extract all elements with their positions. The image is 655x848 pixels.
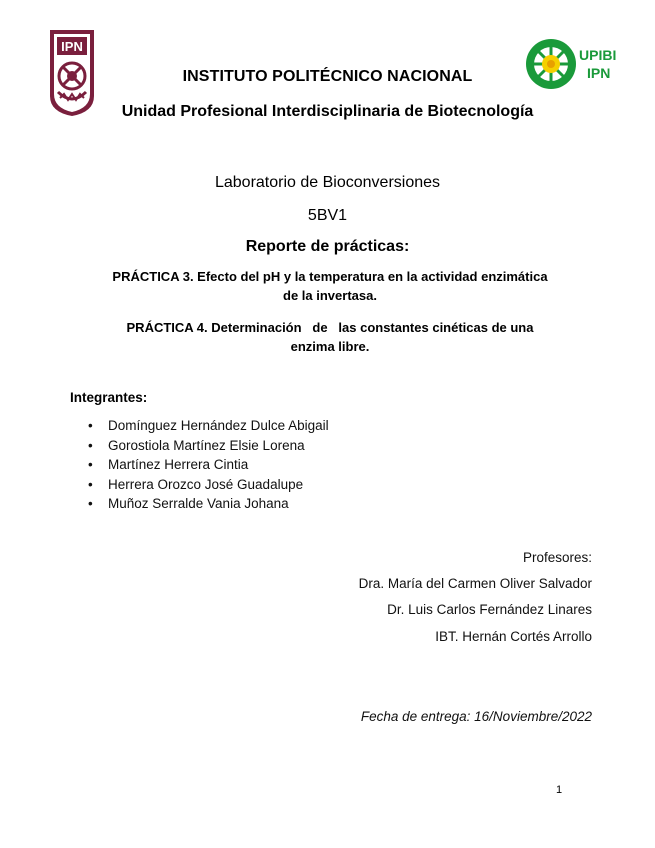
professors-heading: Profesores:	[522, 550, 592, 565]
list-item: • Herrera Orozco José Guadalupe	[86, 475, 329, 495]
practice-4-line-1: PRÁCTICA 4. Determinación de las constantes cinéticas de una	[126, 320, 534, 335]
upibi-logo-text-bottom: IPN	[587, 65, 611, 81]
professor-item: Dra. María del Carmen Oliver Salvador	[358, 576, 592, 591]
laboratory-name: Laboratorio de Bioconversiones	[214, 174, 441, 191]
practice-4-title	[70, 318, 590, 356]
members-list	[86, 416, 329, 514]
list-item: • Domínguez Hernández Dulce Abigail	[86, 416, 329, 436]
list-item: • Martínez Herrera Cintia	[86, 455, 329, 475]
institute-title: INSTITUTO POLITÉCNICO NACIONAL	[182, 68, 473, 85]
practice-3-line-2: de la invertasa.	[283, 288, 377, 303]
upibi-logo-text-top: UPIBI	[579, 47, 617, 63]
unit-title: Unidad Profesional Interdisciplinaria de Biotecnología	[121, 103, 534, 120]
page-number: 1	[556, 784, 563, 796]
ipn-logo-text: IPN	[61, 39, 83, 54]
professor-item: Dr. Luis Carlos Fernández Linares	[387, 602, 592, 617]
delivery-date: Fecha de entrega: 16/Noviembre/2022	[360, 709, 592, 724]
practice-3-title	[70, 267, 590, 305]
report-title: Reporte de prácticas:	[245, 238, 410, 255]
practice-4-line-2: enzima libre.	[290, 339, 370, 354]
list-item: • Gorostiola Martínez Elsie Lorena	[86, 436, 329, 456]
group-code: 5BV1	[307, 207, 348, 224]
professor-item: IBT. Hernán Cortés Arrollo	[435, 629, 592, 644]
list-item: • Muñoz Serralde Vania Johana	[86, 494, 329, 514]
members-heading: Integrantes:	[70, 390, 148, 405]
practice-3-line-1: PRÁCTICA 3. Efecto del pH y la temperatura en la actividad enzimática	[112, 269, 548, 284]
